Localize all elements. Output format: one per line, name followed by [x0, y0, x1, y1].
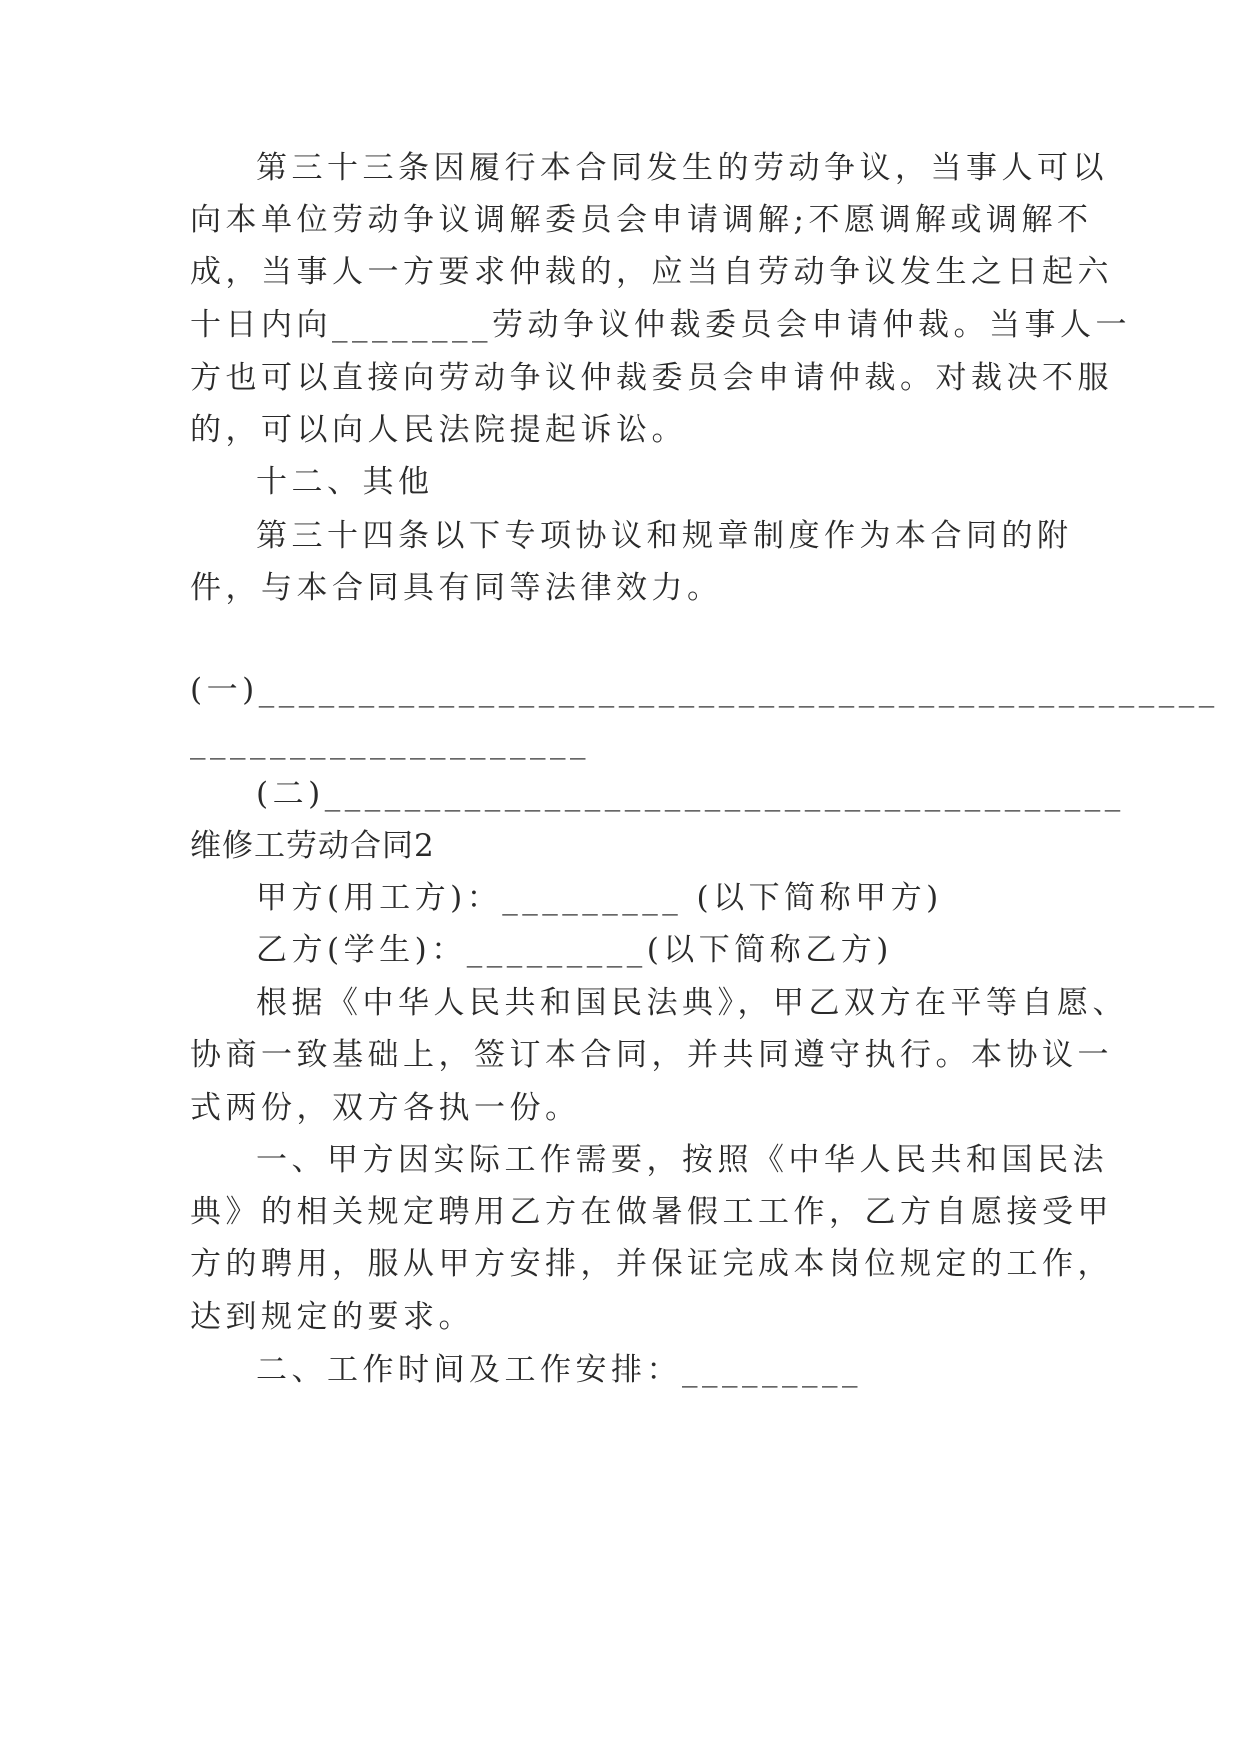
paragraph-line: 第三十四条以下专项协议和规章制度作为本合同的附 [256, 518, 1073, 554]
section-heading: 二、工作时间及工作安排：_________ [256, 1352, 862, 1388]
paragraph-line: 方也可以直接向劳动争议仲裁委员会申请仲裁。对裁决不服 [190, 360, 1113, 396]
blank-line: ____________________ [190, 724, 590, 760]
paragraph-line: 第三十三条因履行本合同发生的劳动争议，当事人可以 [256, 150, 1108, 186]
document-title: 维修工劳动合同2 [190, 828, 435, 864]
paragraph-line: 式两份，双方各执一份。 [190, 1090, 581, 1126]
paragraph-line: 协商一致基础上，签订本合同，并共同遵守执行。本协议一 [190, 1037, 1113, 1073]
paragraph-line: 根据《中华人民共和国民法典》，甲乙双方在平等自愿、 [256, 985, 1128, 1021]
paragraph-line: 成，当事人一方要求仲裁的，应当自劳动争议发生之日起六 [190, 254, 1113, 290]
party-b-line: 乙方(学生)：_________(以下简称乙方) [256, 932, 893, 968]
paragraph-line: 典》的相关规定聘用乙方在做暑假工工作，乙方自愿接受甲 [190, 1194, 1113, 1230]
paragraph-line: 向本单位劳动争议调解委员会申请调解;不愿调解或调解不 [190, 202, 1093, 238]
blank-item-one: (一)________________________________________________ [190, 672, 1219, 708]
paragraph-line: 十日内向________劳动争议仲裁委员会申请仲裁。当事人一 [190, 307, 1131, 343]
paragraph-line: 的，可以向人民法院提起诉讼。 [190, 412, 687, 448]
blank-item-two: (二)________________________________________ [256, 776, 1125, 812]
paragraph-line: 达到规定的要求。 [190, 1299, 474, 1335]
paragraph-line: 一、甲方因实际工作需要，按照《中华人民共和国民法 [256, 1142, 1108, 1178]
paragraph-line: 方的聘用，服从甲方安排，并保证完成本岗位规定的工作， [190, 1246, 1113, 1282]
party-a-line: 甲方(用工方)：_________ (以下简称甲方) [256, 880, 943, 916]
paragraph-line: 件，与本合同具有同等法律效力。 [190, 570, 723, 606]
section-heading: 十二、其他 [256, 464, 434, 500]
